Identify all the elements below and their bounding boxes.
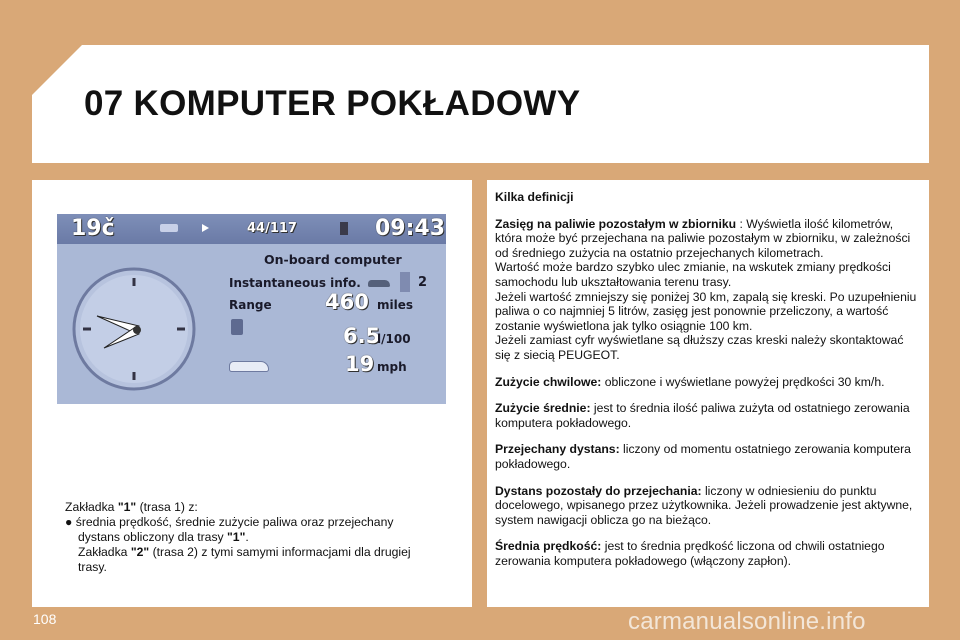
speed-value: 19 (345, 352, 375, 376)
definition-remaining-distance: Dystans pozostały do przejechania: liczony w odniesieniu do punktu docelowego, wpisanego przez użytkownika. Jeżeli prowadzenie jest aktywne, system nawigacji oblicza go na bieżąco. (495, 483, 913, 527)
range-value: 460 (325, 290, 369, 314)
bullet-continuation: dystans obliczony dla trasy "1". (78, 530, 249, 544)
trip-tab-2: 2 (418, 275, 428, 290)
outside-temperature: 19č (71, 216, 115, 241)
consumption-unit: l/100 (377, 332, 411, 346)
range-unit: miles (377, 298, 414, 312)
menu-title: Instantaneous info. (229, 276, 361, 290)
page-title: 07 KOMPUTER POKŁADOWY (84, 84, 581, 123)
clock: 09:43 (375, 216, 446, 241)
fuel-pump-icon (231, 319, 243, 335)
page-number: 108 (33, 611, 57, 627)
bullet-item: ● średnia prędkość, średnie zużycie paliwa oraz przejechany (65, 515, 394, 529)
definition-instant-consumption: Zużycie chwilowe: obliczone i wyświetlane powyżej prędkości 30 km/h. (495, 374, 885, 389)
definitions-heading: Kilka definicji (495, 190, 574, 204)
definitions (495, 190, 920, 578)
tab-description (65, 500, 455, 575)
tab1-line: Zakładka "1" (trasa 1) z: (65, 500, 198, 514)
display-heading: On-board computer (264, 252, 402, 267)
range-label: Range (229, 298, 272, 312)
definition-average-consumption: Zużycie średnie: jest to średnia ilość paliwa zużyta od ostatniego zerowania komputera pokładowego. (495, 401, 910, 430)
trip-tab-1 (400, 272, 410, 292)
consumption-value: 6.5 (343, 324, 381, 348)
definition-range: Zasięg na paliwie pozostałym w zbiorniku : Wyświetla ilość kilometrów, która może być przejechana na paliwie pozostałym w zbiorniku, w zależności od średniego zużycia na ostatnio przejechanych kilometrach. Wartość może bardzo szybko ulec zmianie, na wskutek zmiany prędkości samochodu lub ukształtowania terenu trasy. Jeżeli wartość zmniejszy się poniżej 30 km, zapalą się kreski. Po uzupełnieniu paliwa o co najmniej 5 litrów, zasięg jest ponownie przeliczony, a wartość zostanie wyświetlona jak tylko osiągnie 100 km. Jeżeli zamiast cyfr wyświetlane są dłuższy czas kreski należy skontaktować się z siecią PEUGEOT. (495, 216, 917, 362)
phone-icon (340, 222, 348, 235)
onboard-computer-display (57, 214, 446, 404)
definition-average-speed: Średnia prędkość: jest to średnia prędkość liczona od chwili ostatniego zerowania komputera pokładowego (włączony zapłon). (495, 539, 885, 568)
tab2-line: Zakładka "2" (trasa 2) z tymi samymi informacjami dla drugiej (78, 545, 411, 559)
car-icon (368, 280, 390, 287)
definition-distance-travelled: Przejechany dystans: liczony od momentu ostatniego zerowania komputera pokładowego. (495, 442, 911, 471)
play-icon (202, 224, 209, 232)
speed-unit: mph (377, 360, 407, 374)
radio-icon (160, 224, 178, 232)
analog-clock (69, 264, 199, 394)
tab2-line-end: trasy. (78, 560, 107, 574)
track-counter: 44/117 (247, 221, 297, 236)
watermark: carmanualsonline.info (628, 608, 866, 635)
vehicle-speed-icon (229, 361, 269, 372)
